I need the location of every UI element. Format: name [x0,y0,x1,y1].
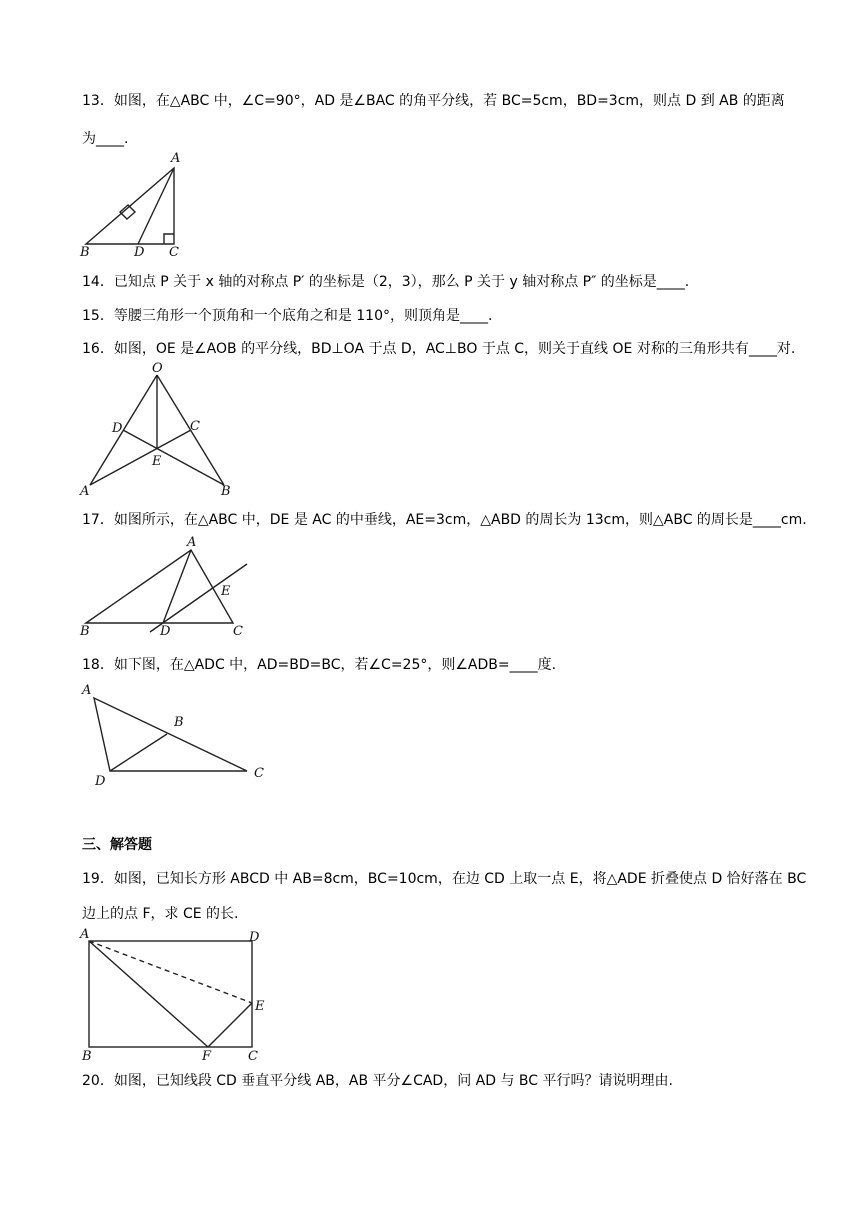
q15-text: 15．等腰三角形一个顶角和一个底角之和是 110°，则顶角是____. [82,308,493,324]
q17-segment-ad [163,550,191,623]
q17-label-b: B [80,624,90,639]
q16-text: 16．如图，OE 是∠AOB 的平分线，BD⊥OA 于点 D，AC⊥BO 于点 C，则关于直线 OE 对称的三角形共有____对. [82,341,796,357]
q19-text-line1: 19．如图，已知长方形 ABCD 中 AB=8cm，BC=10cm，在边 CD 上取一点 E，将△ADE 折叠使点 D 恰好落在 BC [82,871,807,887]
q19-label-d: D [249,930,260,945]
q16-segment-ac [90,430,191,485]
q19-figure [78,924,278,1064]
q18-label-d: D [95,774,106,789]
q13-triangle-abc [86,168,174,244]
q17-figure [78,532,258,642]
q16-figure [78,360,238,500]
q19-label-e: E [255,999,265,1014]
q18-segment-bd [110,734,167,771]
q18-triangle-adc [94,698,247,771]
q19-text-line2: 边上的点 F，求 CE 的长. [82,906,239,922]
q17-triangle-abc [86,550,233,623]
q19-segment-fe [208,1003,252,1047]
q16-segment-bd [123,430,224,485]
q19-label-c: C [248,1049,258,1064]
q16-label-o: O [152,361,163,376]
q18-figure [78,680,278,790]
q18-text: 18．如下图，在△ADC 中，AD=BD=BC，若∠C=25°，则∠ADB=____度. [82,657,557,673]
q13-bisector-ad [138,168,174,244]
q13-figure [78,150,188,260]
q19-fold-line-ae [89,941,252,1003]
q19-segment-af [89,941,208,1047]
section-heading-answers: 三、解答题 [82,837,152,853]
q18-label-b: B [174,715,184,730]
q16-label-e: E [152,454,162,469]
q13-label-b: B [80,245,90,260]
q18-label-a: A [82,683,92,698]
q16-label-c: C [190,419,200,434]
q16-label-b: B [221,484,231,499]
q13-label-c: C [169,245,179,260]
q17-label-c: C [233,624,243,639]
q17-text: 17．如图所示，在△ABC 中，DE 是 AC 的中垂线，AE=3cm，△ABD 的周长为 13cm，则△ABC 的周长是____cm. [82,512,807,528]
q16-label-d: D [112,421,123,436]
q17-label-a: A [187,535,197,550]
q14-text: 14．已知点 P 关于 x 轴的对称点 P′ 的坐标是（2，3），那么 P 关于 y 轴对称点 P″ 的坐标是____. [82,274,690,290]
q13-right-angle-c [164,234,174,244]
q18-label-c: C [254,766,264,781]
q19-label-b: B [82,1049,92,1064]
q17-label-e: E [221,584,231,599]
q19-label-a: A [80,927,90,942]
q13-label-a: A [171,151,181,166]
q16-label-a: A [80,484,90,499]
q19-label-f: F [202,1049,212,1064]
q13-label-d: D [134,245,145,260]
q13-text-line2: 为____. [82,131,129,147]
q13-text-line1: 13．如图，在△ABC 中，∠C=90°，AD 是∠BAC 的角平分线，若 BC=5cm，BD=3cm，则点 D 到 AB 的距离 [82,93,785,109]
q20-text: 20．如图，已知线段 CD 垂直平分线 AB，AB 平分∠CAD，问 AD 与 BC 平行吗？请说明理由. [82,1073,673,1089]
q17-label-d: D [160,624,171,639]
